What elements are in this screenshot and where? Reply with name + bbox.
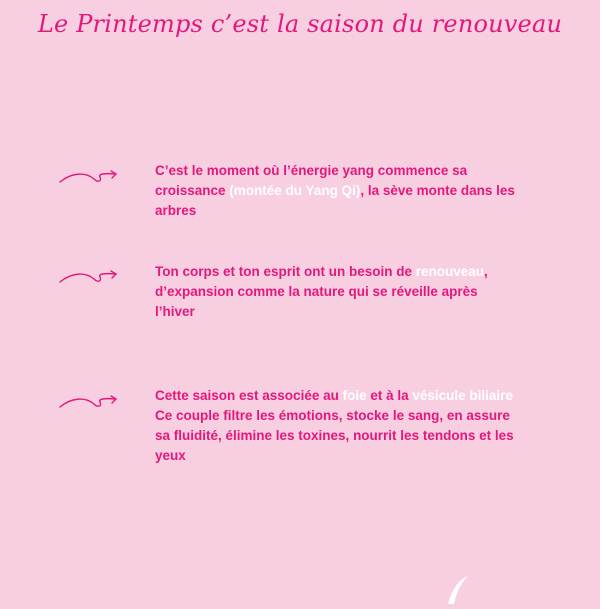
paragraph-text: Ton corps et ton esprit ont un besoin de — [155, 264, 416, 279]
highlight-text: vésicule biliaire — [412, 388, 513, 403]
curly-arrow-icon — [58, 168, 120, 186]
curly-arrow-icon — [58, 268, 120, 286]
paragraph-text: , d’expansion comme la nature qui se réveille après l’hiver — [155, 264, 488, 319]
highlight-text: renouveau — [415, 264, 485, 279]
paragraph-text: et à la — [366, 388, 413, 403]
highlight-text: foie — [342, 388, 367, 403]
paragraph-text: , la sève monte dans les arbres — [155, 183, 515, 218]
feather-icon — [444, 574, 474, 609]
paragraph-text: Cette saison est associée au — [155, 388, 343, 403]
paragraph-text: C’est le moment où l’énergie yang commence sa croissance — [155, 163, 468, 198]
paragraph-text: Ce couple filtre les émotions, stocke le sang, en assure sa fluidité, élimine les toxines, nourrit les tendons et les yeux — [155, 408, 514, 463]
highlight-text: (montée du Yang Qi) — [229, 183, 361, 198]
page-title: Le Printemps c’est la saison du renouveau — [37, 10, 563, 38]
paragraph-liver — [155, 386, 515, 466]
paragraph-renewal — [155, 262, 515, 322]
curly-arrow-icon — [58, 393, 120, 411]
paragraph-yang-energy — [155, 161, 515, 221]
